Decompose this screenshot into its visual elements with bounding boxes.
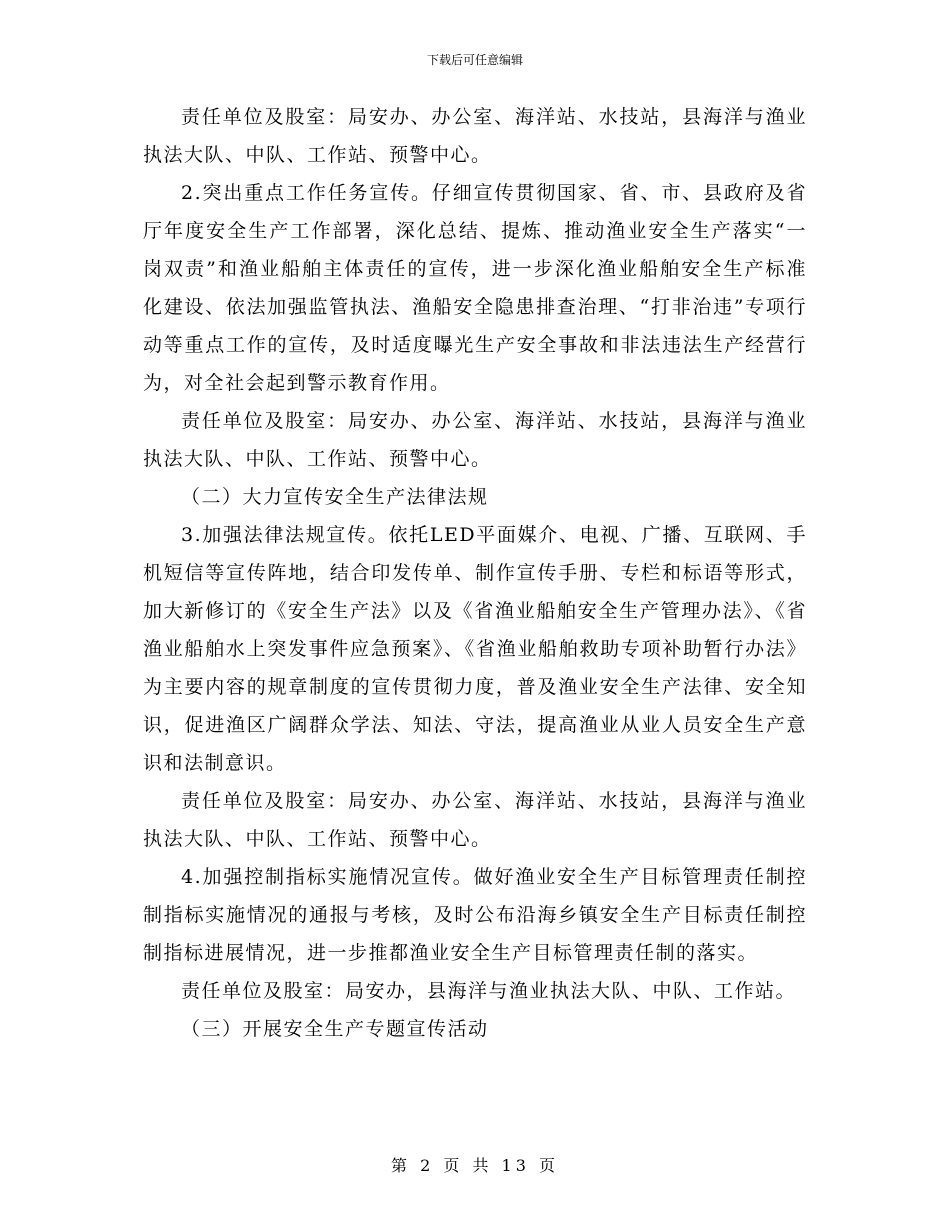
body-paragraph: 4.加强控制指标实施情况宣传。做好渔业安全生产目标管理责任制控制指标实施情况的通报与考核，及时公布沿海乡镇安全生产目标责任制控制指标进展情况，进一步推都渔业安全生产目标管理责任制的落实。 (143, 866, 807, 964)
responsibility-paragraph: 责任单位及股室：局安办、办公室、海洋站、水技站，县海洋与渔业执法大队、中队、工作站、预警中心。 (143, 790, 807, 850)
responsibility-paragraph: 责任单位及股室：局安办、办公室、海洋站、水技站，县海洋与渔业执法大队、中队、工作站、预警中心。 (143, 106, 807, 166)
section-heading: （二）大力宣传安全生产法律法规 (181, 486, 489, 508)
section-heading: （三）开展安全生产专题宣传活动 (181, 1018, 489, 1040)
page-number: 第 2 页 共 13 页 (391, 1156, 559, 1175)
body-paragraph: 2.突出重点工作任务宣传。仔细宣传贯彻国家、省、市、县政府及省厅年度安全生产工作部署，深化总结、提炼、推动渔业安全生产落实“一岗双责”和渔业船舶主体责任的宣传，进一步深化渔业船舶安全生产标准化建设、依法加强监管执法、渔船安全隐患排查治理、“打非治违”专项行动等重点工作的宣传，及时适度曝光生产安全事故和非法违法生产经营行为，对全社会起到警示教育作用。 (143, 182, 807, 394)
document-body (143, 98, 807, 1048)
responsibility-paragraph: 责任单位及股室：局安办、办公室、海洋站、水技站，县海洋与渔业执法大队、中队、工作站、预警中心。 (143, 410, 807, 470)
responsibility-paragraph: 责任单位及股室：局安办，县海洋与渔业执法大队、中队、工作站。 (181, 980, 797, 1002)
page-header: 下载后可任意编辑 (426, 53, 523, 67)
body-paragraph: 3.加强法律法规宣传。依托LED平面媒介、电视、广播、互联网、手机短信等宣传阵地，结合印发传单、制作宣传手册、专栏和标语等形式，加大新修订的《安全生产法》以及《省渔业船舶安全生产管理办法》、《省渔业船舶水上突发事件应急预案》、《省渔业船舶救助专项补助暂行办法》为主要内容的规章制度的宣传贯彻力度，普及渔业安全生产法律、安全知识，促进渔区广阔群众学法、知法、守法，提高渔业从业人员安全生产意识和法制意识。 (143, 524, 807, 774)
